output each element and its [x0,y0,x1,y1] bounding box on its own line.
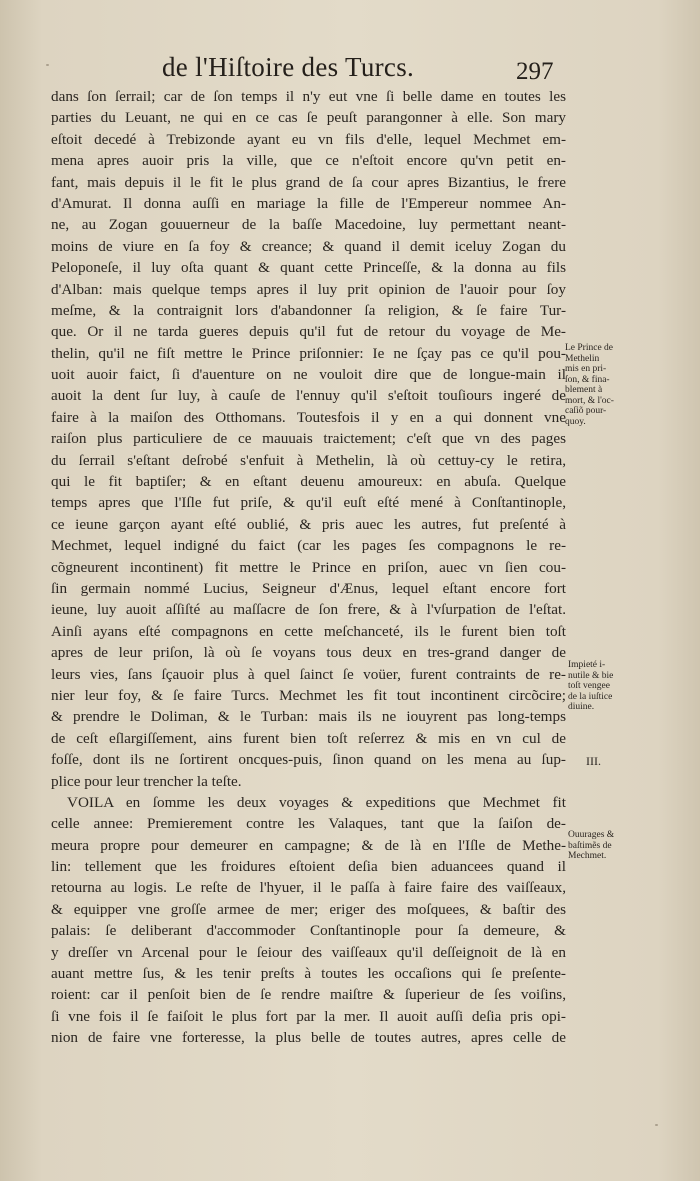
text-line: foſſe, dont ils ne ſortirent oncques-puis, ſinon quand on les mena au ſup- [51,751,566,769]
margin-line: mis en pri- [565,364,607,374]
text-line: plice pour leur trencher la teſte. [51,772,242,790]
margin-line: baſtimẽs de [568,840,612,851]
body-text [51,86,566,1049]
text-line: lin: tellement que les froidures eſtoient deſia bien aduancees quand il [51,858,566,876]
margin-note-ouurages [568,830,614,862]
text-line: meura propre pour demeurer en campagne; & de là en l'Iſle de Methe- [51,836,566,854]
text-line: & prendre le Doliman, & le Turban: mais ils ne iouyrent pas long-temps [51,708,566,726]
text-line: dans ſon ſerrail; car de ſon temps il n'y eut vne ſi belle dame en toutes les [51,88,566,105]
margin-line: ſon, & fina- [565,374,610,385]
text-line: d'Alban: mais quelque temps apres il luy prit opinion de l'auoir pour ſoy [51,280,566,298]
text-line: leurs vies, ſans ſçauoir plus à quel ſainct ſe voüer, furent contraints de re- [51,665,566,683]
text-line: faire à la maiſon des Otthomans. Toutesfois il y en a qui donnent vne [51,408,566,426]
text-line: ieune, luy auoit aſſiſté au maſſacre de ſon frere, & à l'vſurpation de l'eſtat. [51,601,566,619]
margin-note-prince [565,343,614,427]
text-line: nier leur foy, & ſe faire Turcs. Mechmet les fit tout incontinent circõcire; [51,686,566,704]
text-line: ſin germain nommé Lucius, Seigneur d'Ænus, lequel eſtant encore fort [51,579,566,597]
margin-line: diuine. [568,702,595,712]
margin-line: toſt vengee [568,681,610,691]
text-line: raiſon plus particuliere de ce mauuais traictement; c'eſt que vn des pages [51,430,566,448]
section-number: III. [586,754,601,768]
text-line: qui le fit baptiſer; & en eſtant deuenu amoureux: en abuſa. Quelque [51,473,566,491]
margin-line: Mechmet. [568,851,607,861]
text-line: parties du Leuant, ne qui en ce cas ſe peuſt parangonner à elle. Son mary [51,109,566,127]
text-line: nion de faire vne forteresse, la plus belle de toutes autres, apres celle de [51,1029,566,1047]
margin-line: caſiõ pour- [565,406,607,416]
text-line: uoit auoir faict, ſi d'auenture on ne vouloit dire que de longue-main il [51,366,566,384]
text-line: y dreſſer vn Arcenal pour le ſeiour des vaiſſeaux qu'il deſſeignoit de là en [51,943,566,961]
margin-line: Le Prince de [565,343,614,353]
text-line: eſtoit decedé à Trebizonde ayant eu vn fils d'elle, lequel Mechmet em- [51,130,566,148]
margin-line: Methelin [565,353,600,364]
text-line: ſi vne fois il ſe faiſoit le plus fort par la mer. Il auoit auſſi deſia pris opi- [51,1007,566,1025]
margin-note-impiete [568,660,613,713]
text-line: cõgneurent incontinent) fit mettre le Prince en priſon, auec vn ſien cou- [51,558,566,576]
text-line: ce ieune garçon ayant eſté oublié, & pris auec les autres, fut preſenté à [51,515,566,533]
ink-speck [46,64,49,66]
page-number: 297 [516,58,554,85]
text-line: palais: ſe deliberant d'accommoder Conſtantinople pour ſa demeure, & [51,922,566,940]
text-line: mena apres auoir pris la ville, que ce n'eſtoit encore qu'vn petit en- [51,152,566,170]
text-line: fant, mais depuis il le fit le plus grand de ſa cour apres Bizantius, le frere [51,173,566,191]
running-title: de l'Hiſtoire des Turcs. [162,52,415,82]
text-line: auoit la dent ſur luy, à cauſe de l'ennuy qu'il s'eſtoit touſiours ingeré de [51,387,566,405]
text-line: roient: car il penſoit bien de ſe rendre maiſtre & ſuperieur de ſes voiſins, [51,986,566,1004]
ink-speck [655,1124,658,1126]
text-line: celle annee: Premierement contre les Valaques, tant que la ſaiſon de- [51,815,566,833]
text-line: temps apres que l'Iſle fut priſe, & qu'il euſt eſté mené à Conſtantinople, [51,494,566,512]
text-line: auant mettre ſus, & les tenir preſts à toutes les occaſions qui ſe preſente- [51,965,566,983]
text-line: VOILA en ſomme les deux voyages & expeditions que Mechmet fit [67,793,566,811]
text-line: moins de viure en ſa foy & creance; & quand il demit iceluy Zogan du [51,237,566,255]
margin-line: Ouurages & [568,830,615,840]
text-line: que. Or il ne tarda gueres depuis qu'il fut de retour du voyage de Me- [51,323,566,341]
margin-note-section-number [586,756,601,767]
text-line: Peloponeſe, il luy oſta quant & quant cette Princeſſe, & la donna au fils [51,259,566,277]
text-line: du ſerrail s'eſtant deſrobé s'enfuit à Methelin, là où cettuy-cy le retira, [51,451,566,469]
text-line: apres de leur priſon, là où ſe voyans tous deux en tres-grand danger de [51,644,566,662]
text-line: Mechmet, lequel indigné du faict (car les pages ſes compagnons le re- [51,537,566,555]
text-line: ne, au Zogan gouuerneur de la baſſe Macedoine, luy permettant neant- [51,216,566,234]
text-line: thelin, qu'il ne fiſt mettre le Prince priſonnier: Ie ne ſçay pas ce qu'il pou- [51,344,566,362]
margin-line: blement à [565,385,603,395]
text-line: retourna au logis. Le reſte de l'hyuer, il le paſſa à faire faire des vaiſſeaux, [51,879,566,897]
text-line: & equipper vne groſſe armee de mer; eriger des moſquees, & baſtir des [51,900,566,918]
text-line: Ainſi ayans eſté compagnons en cette meſchanceté, ils le furent bien toſt [51,622,566,640]
text-line: meſme, & la contraignit lors d'abandonner ſa religion, & ſe faire Tur- [51,301,566,319]
text-line: de ceſt eſlargiſſement, ains furent bien toſt reſerrez & mis en vn cul de [51,729,566,747]
margin-line: quoy. [565,416,586,427]
margin-line: Impieté i- [568,660,606,670]
page-header [0,52,700,88]
margin-line: de la iuſtice [568,691,613,702]
margin-line: mort, & l'oc- [565,395,614,406]
margin-line: nutile & bie [568,670,614,681]
text-line: d'Amurat. Il donna auſſi en mariage la fille de l'Empereur nommee An- [51,194,566,212]
